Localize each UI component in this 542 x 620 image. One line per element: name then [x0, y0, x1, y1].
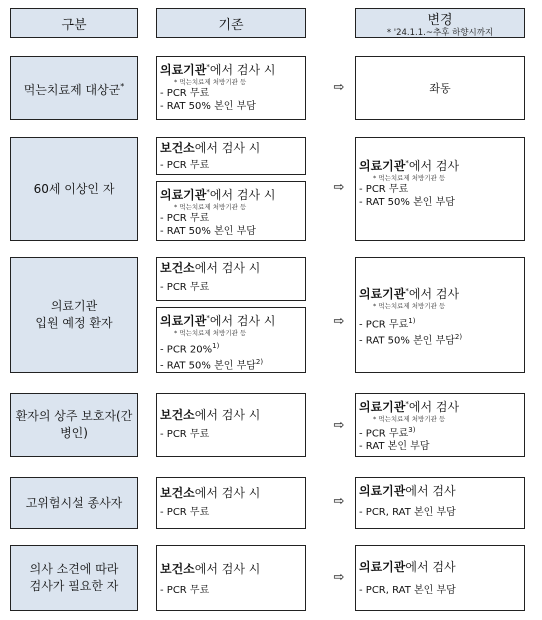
- header-after: [355, 8, 525, 38]
- category-label-line2: 검사가 필요한 자: [29, 579, 119, 593]
- list-item: - PCR, RAT 본인 부담: [359, 507, 456, 518]
- box-title: 의료기관*에서 검사 시: [160, 188, 276, 202]
- category-label-line1: 의료기관: [50, 299, 98, 313]
- category-caregiver: [10, 393, 138, 457]
- box-title: 의료기관*에서 검사 시: [160, 314, 276, 328]
- right-arrow-icon: ⇨: [333, 314, 345, 329]
- list-item: - RAT 50% 본인 부담: [359, 197, 455, 208]
- list-item: - PCR 무료$^{3)}$: [359, 426, 416, 440]
- footnote: * 먹는치료제 처방기관 등: [174, 203, 247, 211]
- before-box: [156, 307, 306, 373]
- before-box: [156, 181, 306, 241]
- category-admission-patients: [10, 257, 138, 373]
- footnote: * 먹는치료제 처방기관 등: [174, 329, 247, 337]
- after-box: [355, 137, 525, 241]
- box-title: 의료기관*에서 검사: [359, 159, 460, 173]
- category-label-line1: 의사 소견에 따라: [29, 562, 119, 576]
- after-box: [355, 545, 525, 611]
- category-label: 60세 이상인 자: [33, 181, 115, 196]
- category-label-line1: 환자의 상주 보호자(간: [15, 409, 133, 423]
- right-arrow-icon: ⇨: [333, 494, 345, 509]
- header-before: [156, 8, 306, 38]
- box-title: 의료기관*에서 검사 시: [160, 63, 276, 77]
- category-label: 고위험시설 종사자: [25, 495, 123, 510]
- right-arrow-icon: ⇨: [333, 570, 345, 585]
- after-box: [355, 56, 525, 120]
- list-item: - PCR 무료: [160, 429, 210, 440]
- before-box: [156, 545, 306, 611]
- before-box: [156, 477, 306, 529]
- box-title: 의료기관*에서 검사: [359, 287, 460, 301]
- box-title: 보건소에서 검사 시: [160, 408, 261, 422]
- right-arrow-icon: ⇨: [333, 180, 345, 195]
- header-after-label: 변경: [427, 12, 453, 28]
- header-after-sublabel: * '24.1.1.~추후 하향시까지: [386, 27, 494, 38]
- list-item: - PCR 20%$^{1)}$: [160, 342, 220, 356]
- after-box: [355, 393, 525, 457]
- list-item: - PCR 무료$^{1)}$: [359, 317, 416, 331]
- box-title: 의료기관*에서 검사: [359, 400, 460, 414]
- box-title: 보건소에서 검사 시: [160, 261, 261, 275]
- box-title: 의료기관에서 검사: [359, 560, 456, 574]
- header-category: [10, 8, 138, 38]
- box-title: 보건소에서 검사 시: [160, 486, 261, 500]
- after-plain-text: 좌동: [429, 82, 451, 95]
- category-high-risk-workers: [10, 477, 138, 529]
- box-title: 보건소에서 검사 시: [160, 141, 261, 155]
- list-item: - RAT 50% 본인 부담$^{2)}$: [160, 358, 264, 372]
- category-label: 먹는치료제 대상군*: [23, 81, 125, 97]
- right-arrow-icon: ⇨: [333, 418, 345, 433]
- list-item: - PCR 무료: [160, 282, 210, 293]
- category-doctor-opinion: [10, 545, 138, 611]
- right-arrow-icon: ⇨: [333, 80, 345, 95]
- footnote: * 먹는치료제 처방기관 등: [373, 302, 446, 310]
- category-label-line2: 병인): [60, 426, 88, 440]
- list-item: - PCR 무료: [160, 160, 210, 171]
- list-item: - PCR, RAT 본인 부담: [359, 585, 456, 596]
- before-box: [156, 56, 306, 120]
- after-box: [355, 257, 525, 373]
- box-title: 의료기관에서 검사: [359, 484, 456, 498]
- category-60-plus: [10, 137, 138, 241]
- footnote: * 먹는치료제 처방기관 등: [174, 78, 247, 86]
- category-label-line2: 입원 예정 환자: [35, 316, 113, 330]
- list-item: - PCR 무료: [160, 507, 210, 518]
- header-before-label: 기존: [218, 17, 244, 33]
- list-item: - RAT 50% 본인 부담: [160, 101, 256, 112]
- list-item: - RAT 50% 본인 부담$^{2)}$: [359, 333, 463, 347]
- footnote: * 먹는치료제 처방기관 등: [373, 174, 446, 182]
- box-title: 보건소에서 검사 시: [160, 562, 261, 576]
- after-box: [355, 477, 525, 529]
- header-category-label: 구분: [61, 17, 87, 33]
- before-box: [156, 137, 306, 175]
- list-item: - PCR 무료: [160, 213, 210, 224]
- before-box: [156, 257, 306, 301]
- list-item: - PCR 무료: [160, 585, 210, 596]
- list-item: - PCR 무료: [160, 88, 210, 99]
- list-item: - PCR 무료: [359, 184, 409, 195]
- category-oral-treatment: [10, 56, 138, 120]
- before-box: [156, 393, 306, 457]
- footnote: * 먹는치료제 처방기관 등: [373, 415, 446, 423]
- list-item: - RAT 50% 본인 부담: [160, 226, 256, 237]
- list-item: - RAT 본인 부담: [359, 441, 430, 453]
